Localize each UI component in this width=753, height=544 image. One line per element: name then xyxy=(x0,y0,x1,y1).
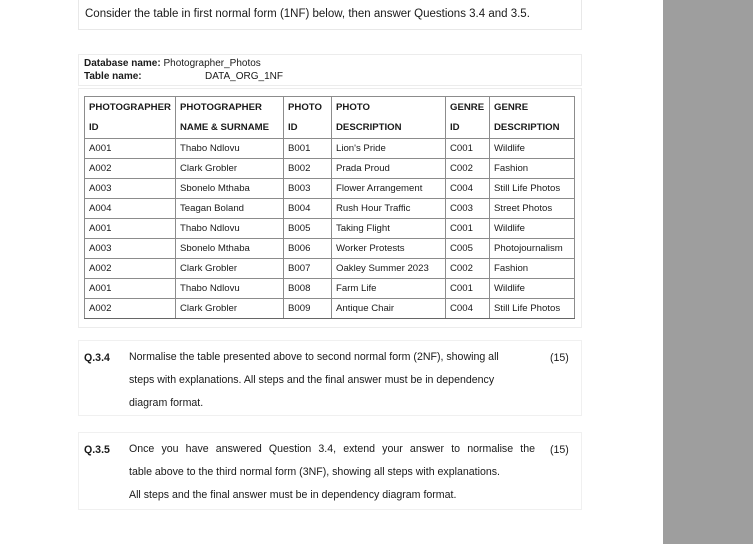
question-line: Once you have answered Question 3.4, extend your answer to normalise the xyxy=(129,443,535,455)
column-header: DESCRIPTION xyxy=(332,118,446,139)
table-cell: C001 xyxy=(446,279,490,299)
table-cell: A003 xyxy=(85,179,176,199)
table-cell: Teagan Boland xyxy=(176,199,284,219)
table-cell: Sbonelo Mthaba xyxy=(176,179,284,199)
table-cell: B003 xyxy=(284,179,332,199)
table-cell: C004 xyxy=(446,299,490,319)
table-cell: Flower Arrangement xyxy=(332,179,446,199)
table-cell: Taking Flight xyxy=(332,219,446,239)
table-cell: Clark Grobler xyxy=(176,259,284,279)
table-row xyxy=(85,259,575,279)
table-cell: Still Life Photos xyxy=(490,299,575,319)
table-cell: B001 xyxy=(284,139,332,159)
table-cell: A002 xyxy=(85,299,176,319)
table-header-row xyxy=(85,118,575,139)
table-cell: B006 xyxy=(284,239,332,259)
question-line: All steps and the final answer must be in dependency diagram format. xyxy=(129,489,457,501)
table-row xyxy=(85,239,575,259)
table-cell: A001 xyxy=(85,279,176,299)
table-cell: B005 xyxy=(284,219,332,239)
table-cell: Clark Grobler xyxy=(176,299,284,319)
question-line: Normalise the table presented above to second normal form (2NF), showing all xyxy=(129,351,499,363)
table-cell: Photojournalism xyxy=(490,239,575,259)
column-header: ID xyxy=(284,118,332,139)
table-name-row xyxy=(84,71,283,82)
question-marks: (15) xyxy=(550,352,569,364)
table-cell: B008 xyxy=(284,279,332,299)
table-header-row xyxy=(85,97,575,118)
table-row xyxy=(85,199,575,219)
column-header: GENRE xyxy=(446,97,490,118)
database-name-value: Photographer_Photos xyxy=(163,58,261,69)
table-metadata xyxy=(78,54,582,86)
table-row xyxy=(85,179,575,199)
table-name-label: Table name: xyxy=(84,71,142,82)
column-header: ID xyxy=(85,118,176,139)
question-text xyxy=(129,346,535,415)
column-header: PHOTOGRAPHER xyxy=(176,97,284,118)
table-cell: Prada Proud xyxy=(332,159,446,179)
table-cell: Still Life Photos xyxy=(490,179,575,199)
table-cell: C001 xyxy=(446,139,490,159)
column-header: PHOTO xyxy=(284,97,332,118)
database-name-row xyxy=(84,58,261,69)
question-number: Q.3.4 xyxy=(84,352,110,364)
table-cell: Wildlife xyxy=(490,279,575,299)
column-header: GENRE xyxy=(490,97,575,118)
question-text xyxy=(129,438,535,507)
table-cell: Thabo Ndlovu xyxy=(176,139,284,159)
intro-text: Consider the table in first normal form (1NF) below, then answer Questions 3.4 and 3.5. xyxy=(78,0,582,30)
table-cell: Wildlife xyxy=(490,139,575,159)
table-cell: Worker Protests xyxy=(332,239,446,259)
table-cell: A001 xyxy=(85,219,176,239)
table-cell: A002 xyxy=(85,259,176,279)
table-cell: Fashion xyxy=(490,259,575,279)
question-3-4 xyxy=(78,340,582,416)
table-cell: Rush Hour Traffic xyxy=(332,199,446,219)
table-cell: Farm Life xyxy=(332,279,446,299)
column-header: DESCRIPTION xyxy=(490,118,575,139)
column-header: PHOTOGRAPHER xyxy=(85,97,176,118)
question-number: Q.3.5 xyxy=(84,444,110,456)
table-cell: Street Photos xyxy=(490,199,575,219)
table-row xyxy=(85,159,575,179)
question-line: table above to the third normal form (3NF), showing all steps with explanations. xyxy=(129,466,500,478)
database-name-label: Database name: xyxy=(84,58,161,69)
table-cell: Clark Grobler xyxy=(176,159,284,179)
page-gutter xyxy=(663,0,753,544)
table-cell: C001 xyxy=(446,219,490,239)
table-cell: Lion's Pride xyxy=(332,139,446,159)
data-table xyxy=(84,96,575,319)
column-header: PHOTO xyxy=(332,97,446,118)
table-cell: B002 xyxy=(284,159,332,179)
table-cell: B009 xyxy=(284,299,332,319)
question-marks: (15) xyxy=(550,444,569,456)
table-cell: C002 xyxy=(446,259,490,279)
table-cell: B007 xyxy=(284,259,332,279)
table-row xyxy=(85,279,575,299)
table-row xyxy=(85,219,575,239)
table-cell: C005 xyxy=(446,239,490,259)
question-line: diagram format. xyxy=(129,397,204,409)
table-cell: B004 xyxy=(284,199,332,219)
table-row xyxy=(85,139,575,159)
table-cell: A001 xyxy=(85,139,176,159)
table-row xyxy=(85,299,575,319)
table-cell: Oakley Summer 2023 xyxy=(332,259,446,279)
table-name-value: DATA_ORG_1NF xyxy=(205,71,283,82)
table-cell: C002 xyxy=(446,159,490,179)
table-cell: C003 xyxy=(446,199,490,219)
table-container xyxy=(78,88,582,328)
table-cell: A004 xyxy=(85,199,176,219)
table-cell: A003 xyxy=(85,239,176,259)
table-cell: Thabo Ndlovu xyxy=(176,219,284,239)
table-cell: Antique Chair xyxy=(332,299,446,319)
column-header: ID xyxy=(446,118,490,139)
table-cell: Fashion xyxy=(490,159,575,179)
table-cell: Thabo Ndlovu xyxy=(176,279,284,299)
table-cell: Sbonelo Mthaba xyxy=(176,239,284,259)
column-header: NAME & SURNAME xyxy=(176,118,284,139)
question-3-5 xyxy=(78,432,582,510)
table-cell: C004 xyxy=(446,179,490,199)
question-line: steps with explanations. All steps and the final answer must be in dependency xyxy=(129,374,495,386)
table-cell: Wildlife xyxy=(490,219,575,239)
table-cell: A002 xyxy=(85,159,176,179)
